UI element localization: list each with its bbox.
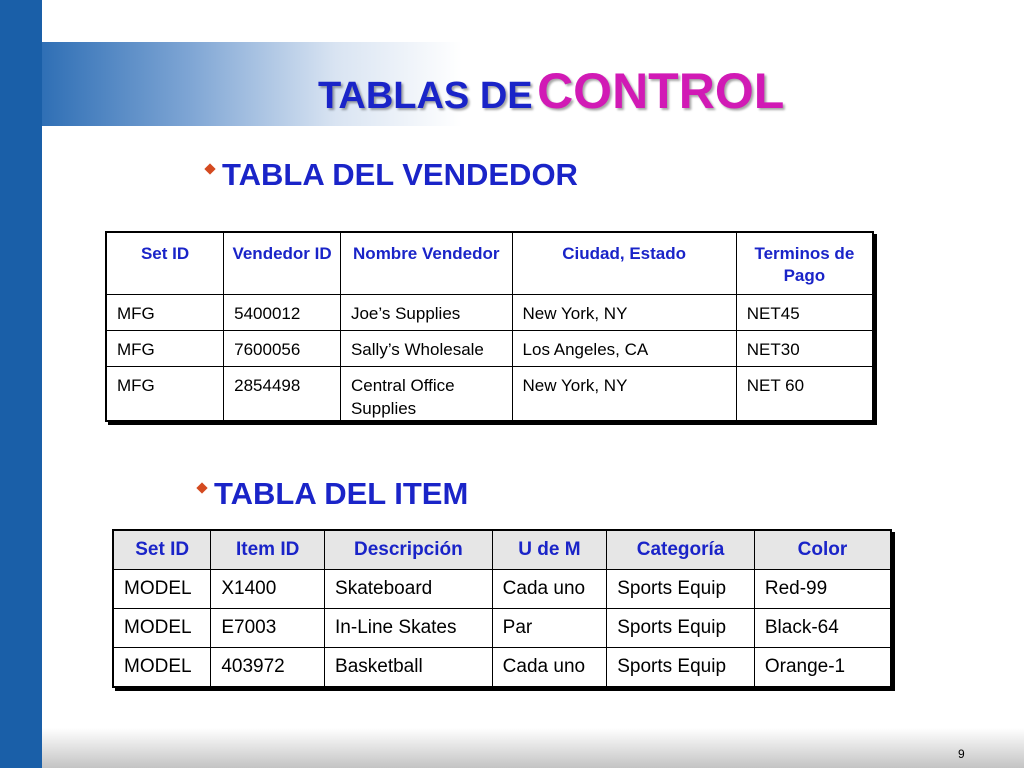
table-row <box>106 294 873 330</box>
column-header: Color <box>754 530 891 570</box>
table-cell: Orange-1 <box>754 648 891 687</box>
vendor-table <box>105 231 874 422</box>
title-part-1: TABLAS DE <box>318 75 533 117</box>
table-cell: Basketball <box>325 648 493 687</box>
table-cell: Central Office Supplies <box>340 366 512 421</box>
table-cell: Sports Equip <box>607 570 755 609</box>
table-cell: 403972 <box>211 648 325 687</box>
column-header: Descripción <box>325 530 493 570</box>
column-header: U de M <box>492 530 607 570</box>
table-cell: Skateboard <box>325 570 493 609</box>
table-cell: MFG <box>106 294 224 330</box>
table-cell: MODEL <box>113 570 211 609</box>
column-header: Set ID <box>113 530 211 570</box>
table-header-row <box>113 530 891 570</box>
table-cell: MODEL <box>113 609 211 648</box>
item-table <box>112 529 892 688</box>
table-cell: NET45 <box>736 294 873 330</box>
table-row <box>106 366 873 421</box>
table-row <box>113 570 891 609</box>
table-cell: Sports Equip <box>607 609 755 648</box>
column-header: Vendedor ID <box>224 232 341 294</box>
table-cell: Black-64 <box>754 609 891 648</box>
table-cell: Par <box>492 609 607 648</box>
table-row <box>106 330 873 366</box>
table-cell: Sally’s Wholesale <box>340 330 512 366</box>
vendor-section-heading <box>206 157 578 193</box>
footer-band <box>42 728 1024 768</box>
item-heading-text: TABLA DEL ITEM <box>214 476 469 511</box>
table-cell: E7003 <box>211 609 325 648</box>
table-cell: Cada uno <box>492 648 607 687</box>
table-cell: NET30 <box>736 330 873 366</box>
table-row <box>113 648 891 687</box>
table-cell: MFG <box>106 330 224 366</box>
title-part-2: CONTROL <box>537 63 785 119</box>
table-cell: Sports Equip <box>607 648 755 687</box>
item-section-heading <box>198 476 468 512</box>
table-cell: NET 60 <box>736 366 873 421</box>
table-header-row <box>106 232 873 294</box>
column-header: Set ID <box>106 232 224 294</box>
table-cell: New York, NY <box>512 366 736 421</box>
column-header: Nombre Vendedor <box>340 232 512 294</box>
table-cell: X1400 <box>211 570 325 609</box>
table-cell: 5400012 <box>224 294 341 330</box>
diamond-bullet-icon <box>204 163 215 174</box>
page-number: 9 <box>958 747 965 761</box>
column-header: Terminos de Pago <box>736 232 873 294</box>
table-cell: MODEL <box>113 648 211 687</box>
table-cell: 7600056 <box>224 330 341 366</box>
table-row <box>113 609 891 648</box>
table-cell: Red-99 <box>754 570 891 609</box>
table-cell: In-Line Skates <box>325 609 493 648</box>
column-header: Item ID <box>211 530 325 570</box>
column-header: Ciudad, Estado <box>512 232 736 294</box>
diamond-bullet-icon <box>196 482 207 493</box>
slide-title <box>318 62 784 120</box>
table-cell: Los Angeles, CA <box>512 330 736 366</box>
left-accent-bar <box>0 0 42 768</box>
table-cell: Joe’s Supplies <box>340 294 512 330</box>
table-cell: MFG <box>106 366 224 421</box>
table-cell: 2854498 <box>224 366 341 421</box>
table-cell: New York, NY <box>512 294 736 330</box>
vendor-heading-text: TABLA DEL VENDEDOR <box>222 157 578 192</box>
table-cell: Cada uno <box>492 570 607 609</box>
column-header: Categoría <box>607 530 755 570</box>
